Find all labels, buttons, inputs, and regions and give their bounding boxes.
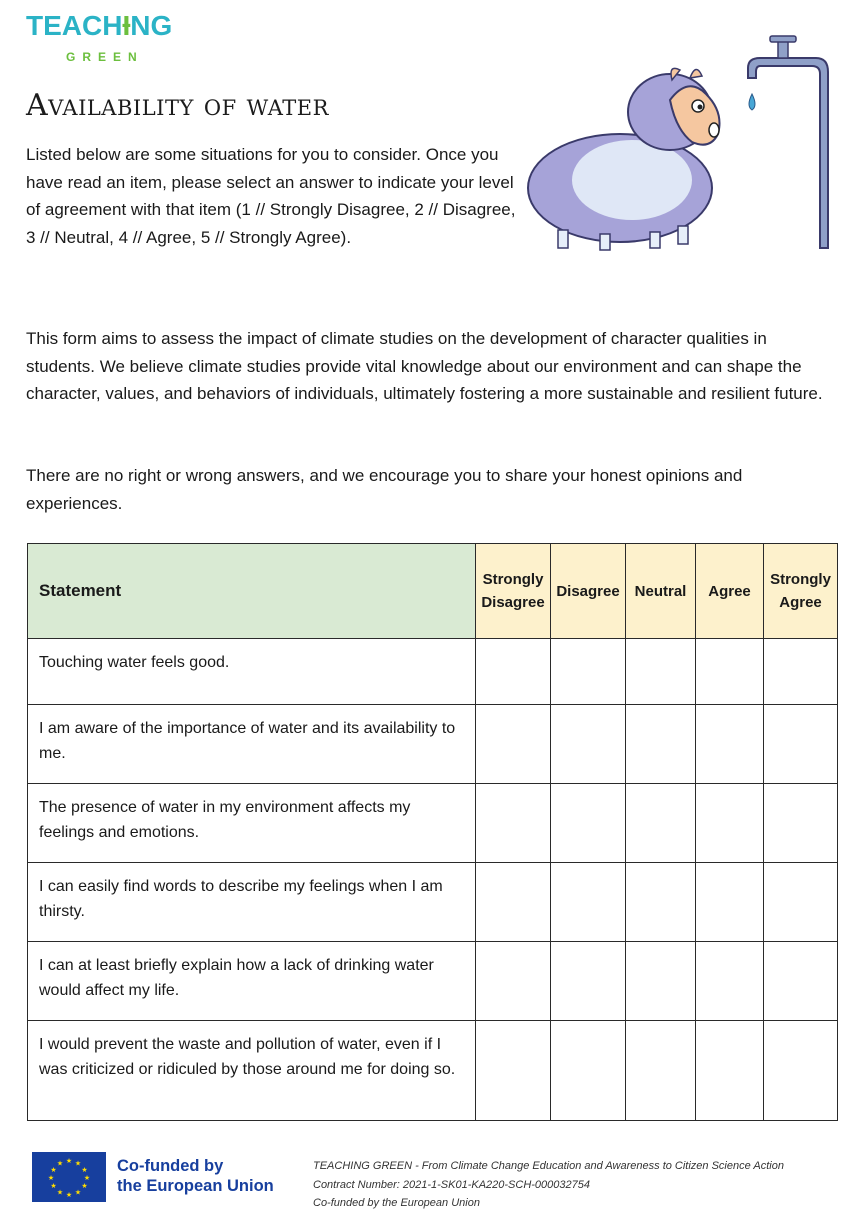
page-title: Availability of water — [26, 88, 329, 123]
svg-text:★: ★ — [47, 1174, 55, 1182]
answer-cell-disagree[interactable] — [551, 639, 626, 705]
answer-cell-neutral[interactable] — [626, 639, 696, 705]
svg-text:★: ★ — [50, 1182, 57, 1190]
eu-flag-icon — [32, 1152, 106, 1202]
answer-cell-strongly-agree[interactable] — [764, 863, 838, 942]
answer-cell-strongly-agree[interactable] — [764, 1021, 838, 1121]
answer-cell-neutral[interactable] — [626, 784, 696, 863]
svg-text:★: ★ — [50, 1166, 57, 1174]
option-header-disagree: Disagree — [551, 544, 626, 639]
answer-cell-agree[interactable] — [696, 705, 764, 784]
funded-line-2: the European Union — [117, 1177, 274, 1195]
answer-cell-strongly-disagree[interactable] — [476, 639, 551, 705]
sheep-icon — [528, 68, 720, 250]
answer-cell-disagree[interactable] — [551, 784, 626, 863]
answer-cell-agree[interactable] — [696, 784, 764, 863]
table-row — [28, 784, 838, 863]
answer-cell-neutral[interactable] — [626, 863, 696, 942]
answer-cell-strongly-disagree[interactable] — [476, 705, 551, 784]
answer-cell-strongly-agree[interactable] — [764, 942, 838, 1021]
answer-cell-strongly-agree[interactable] — [764, 705, 838, 784]
svg-text:★: ★ — [74, 1159, 82, 1168]
answer-cell-disagree[interactable] — [551, 863, 626, 942]
table-row — [28, 705, 838, 784]
table-row — [28, 863, 838, 942]
option-header-strongly-disagree: Strongly Disagree — [476, 544, 551, 639]
statement-text: I would prevent the waste and pollution of water, even if I was criticized or ridiculed by those around me for doing so. — [28, 1021, 476, 1121]
answer-cell-agree[interactable] — [696, 639, 764, 705]
answer-cell-strongly-disagree[interactable] — [476, 942, 551, 1021]
cofunded-line: Co-funded by the European Union — [313, 1197, 480, 1209]
sheep-illustration — [520, 30, 850, 260]
logo-subtitle: GREEN — [66, 50, 144, 64]
answer-cell-strongly-disagree[interactable] — [476, 784, 551, 863]
table-row — [28, 1021, 838, 1121]
option-header-agree: Agree — [696, 544, 764, 639]
statement-text: The presence of water in my environment affects my feelings and emotions. — [28, 784, 476, 863]
statement-text: I am aware of the importance of water and its availability to me. — [28, 705, 476, 784]
svg-text:★: ★ — [56, 1159, 64, 1168]
honesty-paragraph: There are no right or wrong answers, and we encourage you to share your honest opinions and experiences. — [26, 466, 743, 513]
logo-word-part2: NG — [130, 10, 173, 41]
answer-cell-neutral[interactable] — [626, 705, 696, 784]
answer-cell-disagree[interactable] — [551, 942, 626, 1021]
table-row — [28, 942, 838, 1021]
table-row — [28, 639, 838, 705]
statement-text: I can at least briefly explain how a lack of drinking water would affect my life. — [28, 942, 476, 1021]
contract-line: Contract Number: 2021-1-SK01-KA220-SCH-000032754 — [313, 1178, 590, 1191]
statement-text: Touching water feels good. — [28, 639, 476, 705]
funded-line-1: Co-funded by — [117, 1157, 224, 1175]
agreement-table — [27, 543, 838, 1121]
table-header-row — [28, 544, 838, 639]
answer-cell-agree[interactable] — [696, 942, 764, 1021]
answer-cell-strongly-agree[interactable] — [764, 784, 838, 863]
answer-cell-strongly-disagree[interactable] — [476, 863, 551, 942]
footer-project-info — [313, 1157, 784, 1213]
option-header-strongly-agree: Strongly Agree — [764, 544, 838, 639]
option-header-neutral: Neutral — [626, 544, 696, 639]
teaching-green-logo — [26, 10, 226, 66]
statement-header: Statement — [28, 544, 476, 639]
svg-text:★: ★ — [56, 1188, 64, 1197]
answer-cell-agree[interactable] — [696, 1021, 764, 1121]
answer-cell-strongly-disagree[interactable] — [476, 1021, 551, 1121]
svg-text:★: ★ — [81, 1182, 88, 1190]
answer-cell-strongly-agree[interactable] — [764, 639, 838, 705]
svg-text:★: ★ — [81, 1166, 88, 1174]
water-tap-icon — [748, 36, 828, 248]
intro-text: Listed below are some situations for you to consider. Once you have read an item, please select an answer to indicate your level of agreement with that item (1 // Strongly Disagree, 2 // Disagree, 3 // Neutral, 4 // Agree, 5 // Strongly Agree). — [26, 145, 516, 247]
project-line: TEACHING GREEN - From Climate Change Education and Awareness to Citizen Science Action — [313, 1160, 784, 1172]
answer-cell-neutral[interactable] — [626, 1021, 696, 1121]
svg-text:★: ★ — [74, 1188, 82, 1197]
svg-text:★: ★ — [65, 1191, 73, 1199]
logo-word-part1: TEACH — [26, 10, 123, 41]
logo-tree-icon: Ɨ — [122, 10, 131, 41]
svg-text:★: ★ — [65, 1157, 73, 1165]
answer-cell-disagree[interactable] — [551, 1021, 626, 1121]
eu-funding-label — [117, 1156, 274, 1196]
svg-text:★: ★ — [83, 1174, 91, 1182]
statement-text: I can easily find words to describe my feelings when I am thirsty. — [28, 863, 476, 942]
answer-cell-agree[interactable] — [696, 863, 764, 942]
answer-cell-disagree[interactable] — [551, 705, 626, 784]
answer-cell-neutral[interactable] — [626, 942, 696, 1021]
purpose-paragraph: This form aims to assess the impact of climate studies on the development of character qualities in students. We believe climate studies provide vital knowledge about our environment and can shape the character, values, and behaviors of individuals, ultimately fostering a more sustainable and resilient future. — [26, 329, 823, 403]
